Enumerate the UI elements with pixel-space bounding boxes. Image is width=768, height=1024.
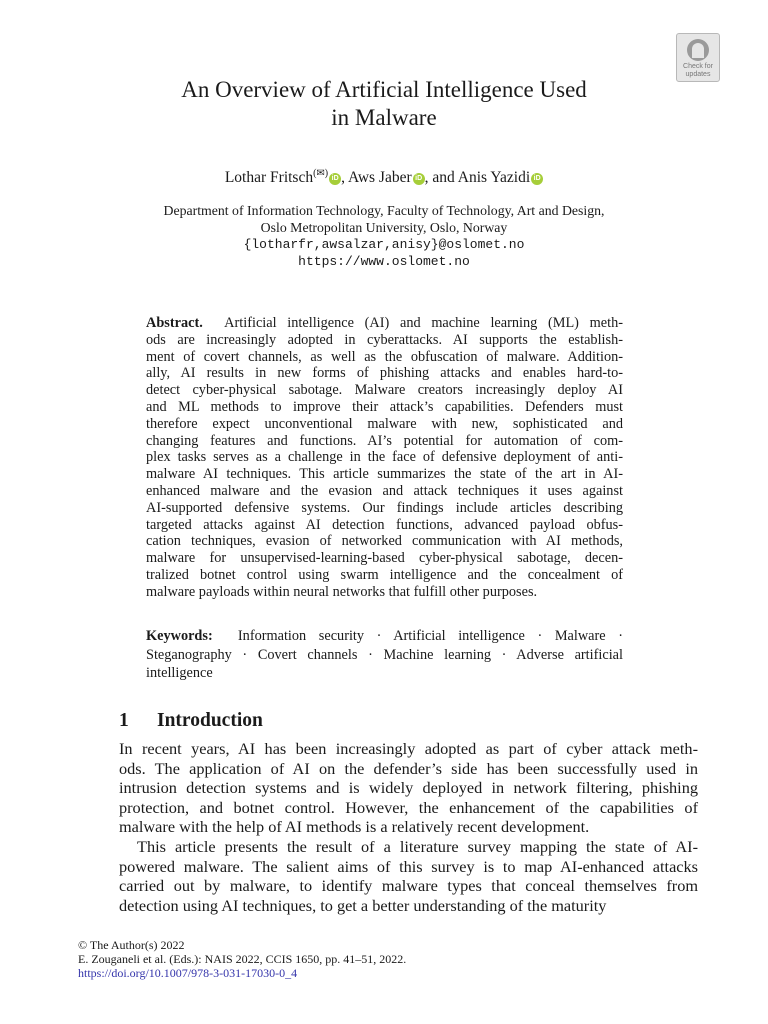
copyright: © The Author(s) 2022 (78, 938, 185, 952)
abstract-line: AI-supported defensive systems. Our findings include articles describing (146, 499, 623, 516)
body-line: In recent years, AI has been increasingly adopted as part of cyber attack meth- (119, 739, 698, 758)
abstract-line: tralized botnet control using swarm intelligence and the concealment of (146, 567, 623, 583)
abstract-line: plex tasks serves as a challenge in the face of defensive deployment of anti- (146, 449, 623, 466)
abstract-line: enhanced malware and the evasion and attack techniques it uses against (146, 483, 623, 499)
abstract-line: therefore expect unconventional malware with new, sophisticated and (146, 415, 623, 432)
orcid-icon[interactable]: iD (531, 173, 543, 185)
body-line: malware with the help of AI methods is a relatively recent development. (119, 817, 590, 837)
abstract-line: changing features and functions. AI’s potential for automation of com- (146, 432, 623, 449)
abstract-line: malware payloads within neural networks that fulfill other purposes. (146, 583, 538, 600)
abstract-line: malware for unsupervised-learning-based cyber-physical sabotage, decen- (146, 550, 623, 567)
author-name: Aws Jaber (348, 169, 412, 187)
abstract-line: detect cyber-physical sabotage. Malware creators increasingly deploy AI (146, 382, 623, 399)
abstract-line: Abstract. Artificial intelligence (AI) and machine learning (ML) meth- (146, 315, 623, 331)
abstract-line: cation techniques, evasion of networked communication with AI methods, (146, 533, 623, 550)
orcid-icon[interactable]: iD (329, 173, 341, 185)
section-number: 1 (119, 710, 129, 731)
author-list (0, 168, 768, 187)
affiliation-line2: Oslo Metropolitan University, Oslo, Norway (260, 220, 508, 235)
separator: , and (424, 169, 458, 187)
body-line: powered malware. The salient aims of this survey is to map AI-enhanced attacks (119, 856, 698, 876)
body-line: intrusion detection systems and is widely deployed in network filtering, phishing (119, 778, 698, 798)
abstract-label: Abstract. (146, 315, 203, 331)
body-line: protection, and botnet control. However, the enhancement of the capabilities of (119, 797, 698, 817)
section-title: Introduction (157, 710, 263, 731)
section-heading (119, 710, 263, 732)
check-for-updates-badge[interactable] (676, 33, 720, 82)
badge-label: Check for updates (683, 63, 713, 78)
abstract-line: and ML methods to improve their attack’s capabilities. Defenders must (146, 399, 623, 415)
author-name: Lothar Fritsch (224, 169, 314, 187)
paper-title-line2: in Malware (331, 105, 437, 130)
abstract-line: targeted attacks against AI detection functions, advanced payload obfus- (146, 516, 623, 533)
author-emails[interactable]: {lotharfr,awsalzar,anisy}@oslomet.no (243, 237, 525, 252)
abstract-line: ally, AI results in new forms of phishing attacks and enables hard-to- (146, 365, 623, 382)
doi-link[interactable]: https://doi.org/10.1007/978-3-031-17030-0_4 (78, 966, 298, 980)
citation: E. Zouganeli et al. (Eds.): NAIS 2022, CCIS 1650, pp. 41–51, 2022. (78, 952, 407, 966)
institution-url[interactable]: https://www.oslomet.no (298, 254, 470, 269)
body-line: ods. The application of AI on the defender’s side has been successfully used in (119, 758, 698, 778)
body-line: carried out by malware, to identify malware types that conceal themselves from (119, 876, 698, 896)
body-line: This article presents the result of a literature survey mapping the state of AI- (137, 837, 698, 856)
abstract-line: ods are increasingly adopted in cyberattacks. AI supports the establish- (146, 331, 623, 348)
keywords-line: intelligence (146, 665, 213, 681)
affiliation-line1: Department of Information Technology, Faculty of Technology, Art and Design, (163, 203, 605, 218)
abstract-line: ment of covert channels, as well as the obfuscation of malware. Addition- (146, 348, 623, 365)
corresponding-mail-icon: (✉) (313, 168, 329, 179)
body-line: detection using AI techniques, to get a better understanding of the maturity (119, 895, 607, 915)
keywords-label: Keywords: (146, 628, 213, 644)
orcid-icon[interactable]: iD (413, 173, 425, 185)
paper-title-line1: An Overview of Artificial Intelligence Used (181, 77, 587, 102)
separator: , (341, 169, 349, 187)
keywords-line: Steganography · Covert channels · Machine learning · Adverse artificial (146, 646, 623, 663)
author-name: Anis Yazidi (457, 169, 531, 187)
abstract-line: malware AI techniques. This article summarizes the state of the art in AI- (146, 466, 623, 483)
keywords-line: Keywords: Information security · Artificial intelligence · Malware · (146, 628, 623, 644)
bookmark-icon (687, 39, 709, 61)
